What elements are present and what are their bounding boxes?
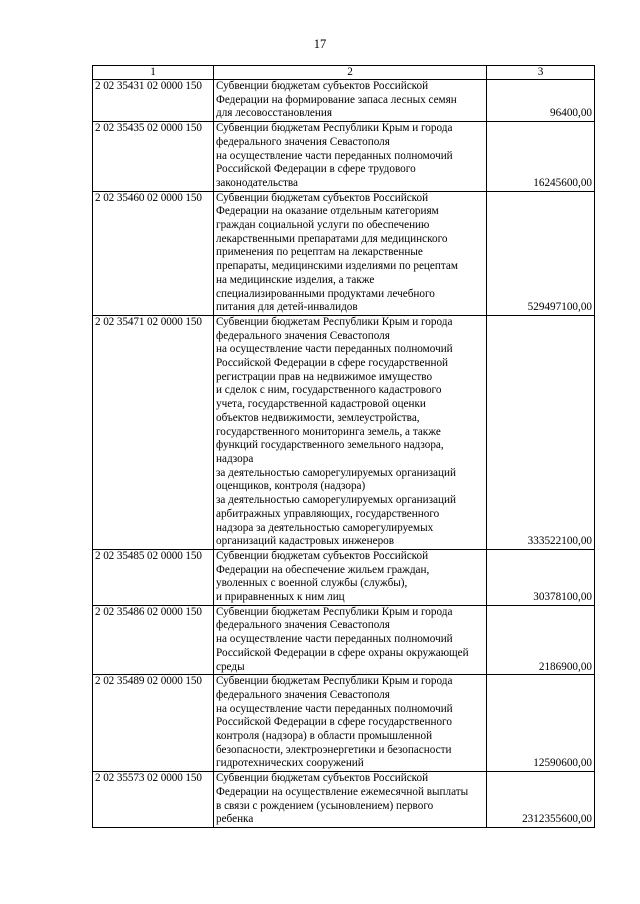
amount-cell: 12590600,00 [487,675,595,772]
page-number: 17 [313,37,327,51]
description-line: препараты, медицинскими изделиями по рецептам [216,260,458,273]
description-line: Российской Федерации в сфере государственной [216,357,449,370]
description-cell [214,122,487,192]
budget-code-cell: 2 02 35486 02 0000 150 [93,605,214,675]
description-line: Субвенции бюджетам субъектов Российской [216,80,429,92]
budget-table [92,65,595,828]
description-line: регистрации прав на недвижимое имущество [216,370,433,383]
description-cell [214,549,487,605]
budget-code-cell: 2 02 35431 02 0000 150 [93,80,214,122]
description-line: надзора за деятельностью саморегулируемых [216,521,434,534]
amount-cell: 96400,00 [487,80,595,122]
table-row [93,675,595,772]
amount-cell: 2186900,00 [487,605,595,675]
description-line: государственного мониторинга земель, а также [216,425,441,438]
amount-cell: 529497100,00 [487,191,595,315]
description-line: питания для детей-инвалидов [216,301,358,314]
description-line: Федерации на осуществление ежемесячной выплаты [216,785,469,798]
description-line: лекарственными препаратами для медицинского [216,232,448,245]
description-line: в связи с рождением (усыновлением) первого [216,799,434,812]
description-line: безопасности, электроэнергетики и безопасности [216,743,452,756]
description-line: федерального значения Севастополя [216,329,390,342]
budget-table-body [93,66,595,828]
table-row [93,549,595,605]
description-line: оценщиков, контроля (надзора) [216,480,366,493]
description-line: Субвенции бюджетам Республики Крым и города [216,675,453,688]
description-line: ребенка [216,813,254,826]
budget-code-cell: 2 02 35573 02 0000 150 [93,772,214,828]
description-line: Федерации на оказание отдельным категориям [216,205,439,218]
description-line: на осуществление части переданных полномочий [216,343,453,356]
table-row [93,772,595,828]
table-header-row [93,66,595,80]
budget-code-cell: 2 02 35485 02 0000 150 [93,549,214,605]
description-line: применения по рецептам на лекарственные [216,246,423,259]
budget-code-cell: 2 02 35471 02 0000 150 [93,315,214,549]
table-row [93,191,595,315]
description-line: контроля (надзора) в области промышленной [216,730,433,743]
description-line: Субвенции бюджетам субъектов Российской [216,549,429,562]
column-header-name: 2 [214,66,487,80]
description-line: за деятельностью саморегулируемых организаций [216,466,456,479]
description-line: функций государственного земельного надзора, [216,439,444,452]
amount-cell: 333522100,00 [487,315,595,549]
description-line: Федерации на обеспечение жильем граждан, [216,563,430,576]
description-line: на осуществление части переданных полномочий [216,702,453,715]
description-line: федерального значения Севастополя [216,688,390,701]
description-line: Российской Федерации в сфере трудового [216,163,416,176]
description-line: федерального значения Севастополя [216,135,390,148]
column-header-code: 1 [93,66,214,80]
budget-code-cell: 2 02 35435 02 0000 150 [93,122,214,192]
description-line: и приравненных к ним лиц [216,591,345,604]
description-line: учета, государственной кадастровой оценки [216,398,426,411]
description-line: Российской Федерации в сфере государственного [216,716,452,729]
description-line: среды [216,660,245,673]
description-line: организаций кадастровых инженеров [216,535,395,548]
description-line: Субвенции бюджетам Республики Крым и города [216,315,453,328]
table-row [93,122,595,192]
description-line: гидротехнических сооружений [216,757,364,770]
description-cell [214,80,487,122]
description-line: на осуществление части переданных полномочий [216,633,453,646]
description-cell [214,772,487,828]
amount-cell: 30378100,00 [487,549,595,605]
description-line: Федерации на формирование запаса лесных семян [216,93,457,106]
budget-code-cell: 2 02 35489 02 0000 150 [93,675,214,772]
budget-code-cell: 2 02 35460 02 0000 150 [93,191,214,315]
description-line: законодательства [216,176,298,189]
description-cell [214,315,487,549]
description-line: Субвенции бюджетам субъектов Российской [216,191,429,204]
description-line: на медицинские изделия, а также [216,273,375,286]
description-line: объектов недвижимости, землеустройства, [216,411,420,424]
description-line: для лесовосстановления [216,107,332,120]
amount-cell: 2312355600,00 [487,772,595,828]
description-line: уволенных с военной службы (службы), [216,577,408,590]
table-row [93,605,595,675]
description-line: надзора [216,452,254,465]
description-line: граждан социальной услуги по обеспечению [216,219,430,232]
column-header-amount: 3 [487,66,595,80]
description-line: и сделок с ним, государственного кадастрового [216,384,442,397]
description-line: на осуществление части переданных полномочий [216,149,453,162]
description-line: специализированными продуктами лечебного [216,287,435,300]
description-line: за деятельностью саморегулируемых организаций [216,494,456,507]
description-cell [214,675,487,772]
description-line: Субвенции бюджетам субъектов Российской [216,772,429,785]
description-line: арбитражных управляющих, государственного [216,507,440,520]
description-cell [214,605,487,675]
table-row [93,315,595,549]
description-cell [214,191,487,315]
description-line: Субвенции бюджетам Республики Крым и города [216,122,453,135]
amount-cell: 16245600,00 [487,122,595,192]
table-row [93,80,595,122]
description-line: федерального значения Севастополя [216,619,390,632]
description-line: Субвенции бюджетам Республики Крым и города [216,605,453,618]
description-line: Российской Федерации в сфере охраны окружающей [216,646,469,659]
